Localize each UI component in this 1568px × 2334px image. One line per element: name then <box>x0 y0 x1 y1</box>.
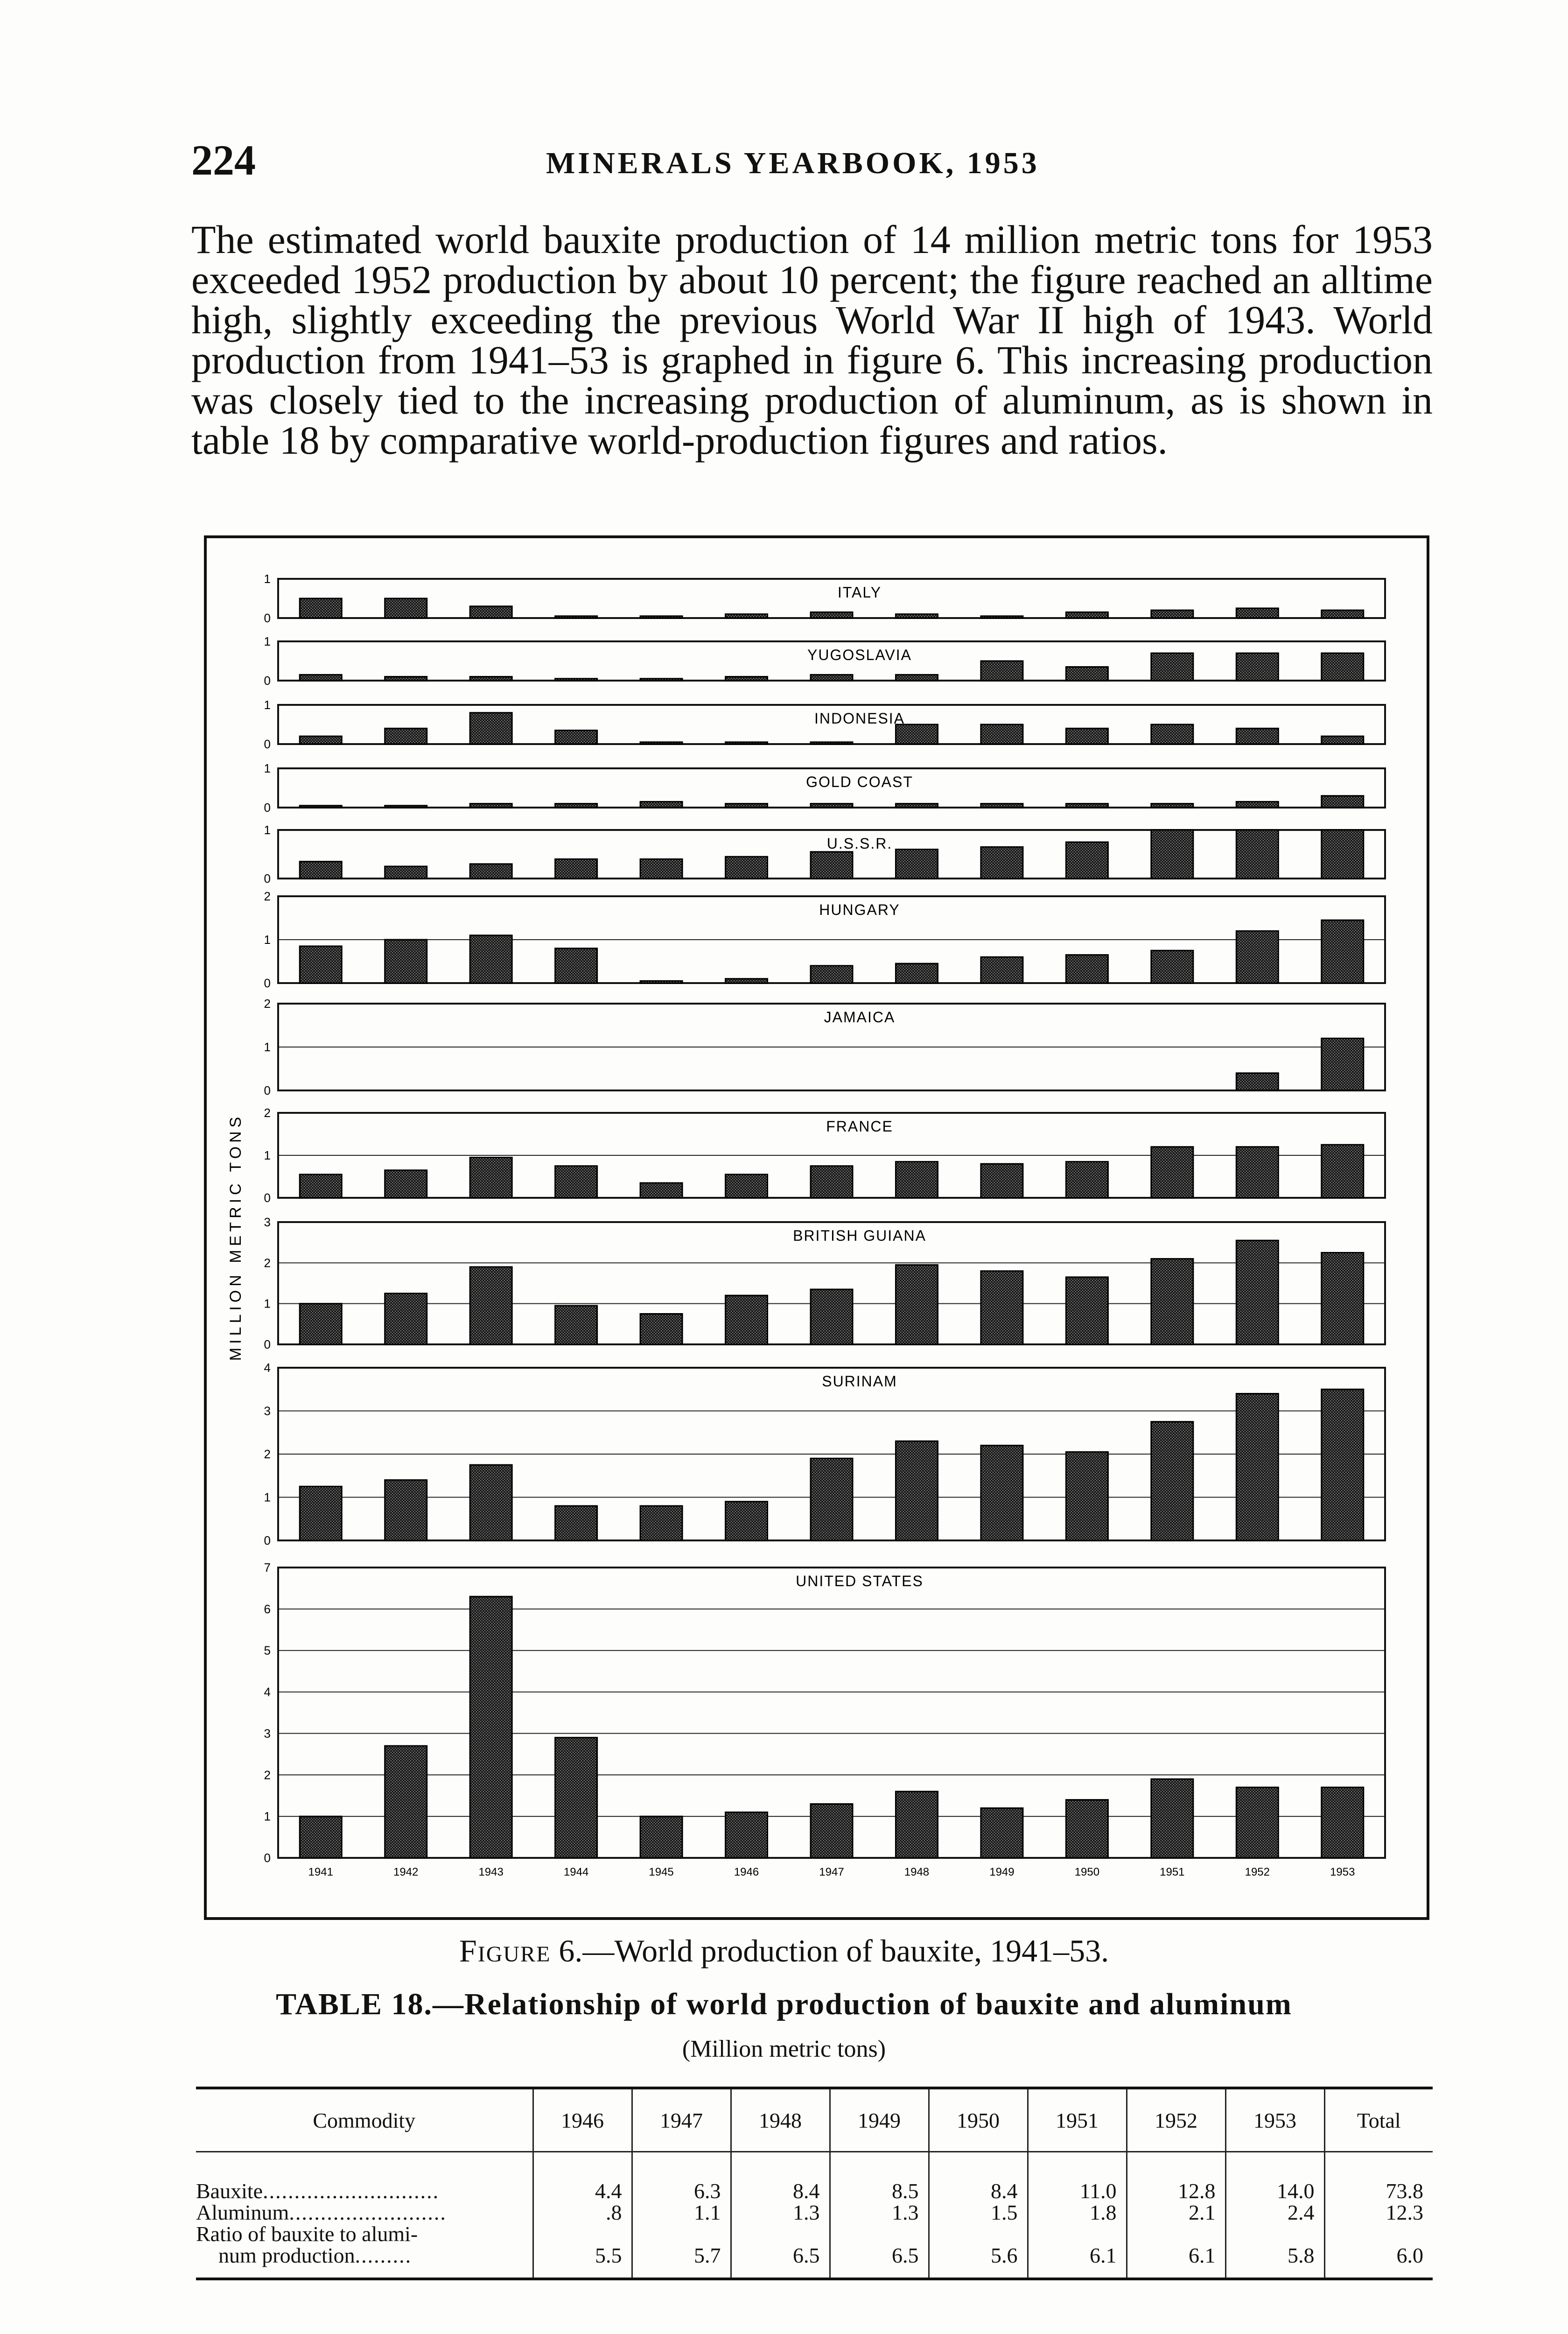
row-label: Ratio of bauxite to alumi- num production......... <box>196 2222 418 2267</box>
table-cell: 1.3 <box>731 2202 830 2223</box>
panel-title-gold-coast: GOLD COAST <box>806 773 913 790</box>
column-header: 1946 <box>533 2088 632 2152</box>
bar-surinam-1951 <box>1151 1422 1193 1540</box>
bar-british-guiana-1953 <box>1322 1253 1364 1345</box>
bar-united-states-1952 <box>1236 1787 1278 1858</box>
table-cell: 5.7 <box>632 2223 731 2279</box>
column-header: Commodity <box>313 2108 416 2132</box>
bar-france-1941 <box>300 1174 342 1198</box>
bar-surinam-1953 <box>1322 1389 1364 1540</box>
y-tick-label: 1 <box>264 1296 271 1311</box>
panel-title-france: FRANCE <box>826 1118 893 1135</box>
column-header: 1951 <box>1028 2088 1127 2152</box>
bar-italy-1952 <box>1236 608 1278 618</box>
panel-jamaica <box>264 997 1385 1097</box>
bar-indonesia-1944 <box>555 731 597 744</box>
bar-hungary-1945 <box>640 981 682 983</box>
bar-u-s-s-r-1944 <box>555 859 597 879</box>
table-row-ratio <box>196 2223 1433 2279</box>
bar-hungary-1943 <box>470 935 512 983</box>
bar-surinam-1943 <box>470 1465 512 1540</box>
bar-gold-coast-1950 <box>1066 804 1108 808</box>
y-tick-label: 0 <box>264 976 271 990</box>
bar-france-1950 <box>1066 1162 1108 1198</box>
bar-british-guiana-1952 <box>1236 1240 1278 1344</box>
bar-british-guiana-1951 <box>1151 1259 1193 1344</box>
y-tick-label: 1 <box>264 1148 271 1162</box>
bar-u-s-s-r-1953 <box>1322 830 1364 879</box>
bar-united-states-1943 <box>470 1596 512 1858</box>
bar-gold-coast-1947 <box>811 804 853 808</box>
bar-france-1943 <box>470 1158 512 1198</box>
bar-united-states-1947 <box>811 1804 853 1858</box>
y-tick-label: 1 <box>264 634 271 648</box>
bar-indonesia-1941 <box>300 736 342 744</box>
table-cell: 2.1 <box>1127 2202 1225 2223</box>
y-tick-label: 0 <box>264 611 271 625</box>
table-cell: 8.4 <box>731 2152 830 2202</box>
bar-france-1946 <box>726 1174 768 1198</box>
table-cell: 11.0 <box>1028 2152 1127 2202</box>
panel-title-british-guiana: BRITISH GUIANA <box>793 1227 926 1244</box>
bar-indonesia-1951 <box>1151 724 1193 744</box>
page-number: 224 <box>191 136 256 184</box>
bar-united-states-1945 <box>640 1816 682 1858</box>
panel-gold-coast <box>264 761 1385 815</box>
bar-u-s-s-r-1951 <box>1151 830 1193 879</box>
production-table <box>196 2087 1433 2280</box>
table-cell: 8.5 <box>830 2152 929 2202</box>
bar-hungary-1948 <box>896 963 938 983</box>
y-tick-label: 1 <box>264 933 271 947</box>
bar-gold-coast-1948 <box>896 804 938 808</box>
panel-indonesia <box>264 698 1385 751</box>
panel-title-italy: ITALY <box>837 584 882 601</box>
y-tick-label: 6 <box>264 1602 271 1616</box>
y-tick-label: 7 <box>264 1561 271 1575</box>
panel-title-yugoslavia: YUGOSLAVIA <box>807 647 912 663</box>
bar-gold-coast-1942 <box>385 806 427 808</box>
table-cell: 5.6 <box>929 2223 1028 2279</box>
y-tick-label: 0 <box>264 1851 271 1865</box>
bar-indonesia-1945 <box>640 742 682 744</box>
bar-indonesia-1943 <box>470 713 512 744</box>
bar-u-s-s-r-1942 <box>385 866 427 879</box>
bar-surinam-1944 <box>555 1506 597 1540</box>
table-cell: 2.4 <box>1225 2202 1324 2223</box>
bar-yugoslavia-1952 <box>1236 653 1278 681</box>
bar-united-states-1951 <box>1151 1779 1193 1858</box>
x-tick-label: 1946 <box>734 1866 759 1878</box>
bar-hungary-1946 <box>726 979 768 983</box>
bar-italy-1949 <box>981 616 1023 618</box>
y-tick-label: 0 <box>264 1191 271 1205</box>
bar-yugoslavia-1946 <box>726 677 768 681</box>
y-tick-label: 1 <box>264 1490 271 1504</box>
bar-u-s-s-r-1943 <box>470 864 512 879</box>
table-header-row <box>196 2088 1433 2152</box>
bar-hungary-1951 <box>1151 950 1193 983</box>
table-cell: 1.3 <box>830 2202 929 2223</box>
table-cell: 1.5 <box>929 2202 1028 2223</box>
bar-italy-1944 <box>555 616 597 618</box>
bar-gold-coast-1949 <box>981 804 1023 808</box>
table-cell: 6.5 <box>731 2223 830 2279</box>
bar-france-1952 <box>1236 1147 1278 1198</box>
y-tick-label: 1 <box>264 823 271 837</box>
table-cell: 4.4 <box>533 2152 632 2202</box>
bar-u-s-s-r-1952 <box>1236 830 1278 879</box>
bar-indonesia-1949 <box>981 724 1023 744</box>
x-tick-label: 1950 <box>1074 1866 1100 1878</box>
y-tick-label: 1 <box>264 698 271 712</box>
figure-caption <box>0 1933 1568 1969</box>
bar-italy-1941 <box>300 598 342 618</box>
table-cell: 12.8 <box>1127 2152 1225 2202</box>
x-tick-label: 1945 <box>649 1866 674 1878</box>
bar-hungary-1950 <box>1066 955 1108 983</box>
bar-british-guiana-1944 <box>555 1306 597 1344</box>
y-tick-label: 3 <box>264 1215 271 1229</box>
bar-indonesia-1948 <box>896 724 938 744</box>
y-tick-label: 2 <box>264 889 271 903</box>
bar-surinam-1949 <box>981 1446 1023 1541</box>
bar-hungary-1944 <box>555 949 597 983</box>
y-tick-label: 2 <box>264 1106 271 1120</box>
y-axis-label: MILLION METRIC TONS <box>227 1113 245 1361</box>
bar-yugoslavia-1944 <box>555 679 597 681</box>
panel-title-u-s-s-r: U.S.S.R. <box>826 835 893 852</box>
table-cell: 6.5 <box>830 2223 929 2279</box>
bar-united-states-1953 <box>1322 1787 1364 1858</box>
y-tick-label: 0 <box>264 872 271 886</box>
bar-hungary-1953 <box>1322 920 1364 983</box>
bar-gold-coast-1951 <box>1151 804 1193 808</box>
panel-united-states <box>264 1561 1385 1865</box>
bar-british-guiana-1949 <box>981 1271 1023 1344</box>
y-tick-label: 0 <box>264 801 271 815</box>
figure-caption-text: 6.—World production of bauxite, 1941–53. <box>559 1933 1109 1968</box>
x-tick-label: 1942 <box>393 1866 419 1878</box>
row-label: Aluminum......................... <box>196 2200 447 2224</box>
bar-british-guiana-1948 <box>896 1265 938 1344</box>
bar-yugoslavia-1942 <box>385 677 427 681</box>
y-tick-label: 2 <box>264 1256 271 1270</box>
table-cell: 12.3 <box>1324 2202 1433 2223</box>
bar-italy-1945 <box>640 616 682 618</box>
bar-yugoslavia-1941 <box>300 675 342 681</box>
bar-italy-1951 <box>1151 610 1193 618</box>
bar-yugoslavia-1951 <box>1151 653 1193 681</box>
bar-united-states-1942 <box>385 1746 427 1858</box>
bar-surinam-1947 <box>811 1458 853 1540</box>
bar-surinam-1945 <box>640 1506 682 1540</box>
bar-surinam-1941 <box>300 1486 342 1540</box>
y-tick-label: 0 <box>264 674 271 688</box>
bar-u-s-s-r-1949 <box>981 847 1023 879</box>
bar-u-s-s-r-1948 <box>896 850 938 879</box>
bar-italy-1950 <box>1066 612 1108 618</box>
bar-surinam-1948 <box>896 1441 938 1540</box>
panel-title-indonesia: INDONESIA <box>814 710 905 727</box>
panel-title-hungary: HUNGARY <box>819 901 900 918</box>
bar-british-guiana-1950 <box>1066 1277 1108 1344</box>
panel-title-surinam: SURINAM <box>822 1373 897 1390</box>
bar-surinam-1942 <box>385 1480 427 1541</box>
bar-italy-1948 <box>896 614 938 618</box>
bar-british-guiana-1947 <box>811 1289 853 1344</box>
bar-yugoslavia-1950 <box>1066 667 1108 681</box>
bar-italy-1953 <box>1322 610 1364 618</box>
bar-france-1949 <box>981 1164 1023 1198</box>
bar-gold-coast-1953 <box>1322 796 1364 808</box>
bar-surinam-1950 <box>1066 1452 1108 1540</box>
bar-surinam-1952 <box>1236 1394 1278 1541</box>
panel-italy <box>264 572 1385 625</box>
x-tick-label: 1947 <box>819 1866 844 1878</box>
bar-u-s-s-r-1947 <box>811 852 853 879</box>
panel-yugoslavia <box>264 634 1385 688</box>
y-tick-label: 2 <box>264 1447 271 1461</box>
bar-france-1953 <box>1322 1145 1364 1198</box>
panel-hungary <box>264 889 1385 990</box>
x-tick-label: 1951 <box>1160 1866 1185 1878</box>
bar-yugoslavia-1947 <box>811 675 853 681</box>
bar-united-states-1944 <box>555 1737 597 1858</box>
bar-british-guiana-1941 <box>300 1304 342 1344</box>
table-row-aluminum <box>196 2202 1433 2223</box>
y-tick-label: 2 <box>264 997 271 1011</box>
panel-title-jamaica: JAMAICA <box>824 1009 896 1026</box>
y-tick-label: 1 <box>264 1809 271 1824</box>
table-container <box>196 2087 1433 2280</box>
x-tick-label: 1944 <box>563 1866 589 1878</box>
y-tick-label: 0 <box>264 737 271 751</box>
bar-gold-coast-1943 <box>470 804 512 808</box>
x-tick-label: 1953 <box>1330 1866 1355 1878</box>
table-cell: 6.3 <box>632 2152 731 2202</box>
bar-jamaica-1952 <box>1236 1073 1278 1090</box>
bar-italy-1943 <box>470 606 512 618</box>
bar-indonesia-1952 <box>1236 728 1278 744</box>
column-header: 1947 <box>632 2088 731 2152</box>
y-tick-label: 5 <box>264 1643 271 1658</box>
x-tick-label: 1949 <box>989 1866 1015 1878</box>
bar-gold-coast-1941 <box>300 806 342 808</box>
panel-france <box>264 1106 1385 1205</box>
table-cell: 73.8 <box>1324 2152 1433 2202</box>
figure-label: Figure <box>459 1933 551 1968</box>
panel-surinam <box>264 1361 1385 1547</box>
bar-united-states-1949 <box>981 1808 1023 1858</box>
bar-italy-1947 <box>811 612 853 618</box>
table-unit: (Million metric tons) <box>682 2036 886 2062</box>
panel-title-united-states: UNITED STATES <box>796 1573 924 1589</box>
bar-hungary-1942 <box>385 940 427 983</box>
column-header: 1950 <box>929 2088 1028 2152</box>
bar-united-states-1948 <box>896 1792 938 1858</box>
column-header: Total <box>1324 2088 1433 2152</box>
table-cell: 1.8 <box>1028 2202 1127 2223</box>
bar-gold-coast-1952 <box>1236 801 1278 808</box>
bar-yugoslavia-1949 <box>981 661 1023 681</box>
bar-united-states-1950 <box>1066 1800 1108 1858</box>
panel-british-guiana <box>264 1215 1385 1351</box>
bar-italy-1946 <box>726 614 768 618</box>
bar-u-s-s-r-1946 <box>726 857 768 879</box>
bar-france-1942 <box>385 1170 427 1198</box>
bar-british-guiana-1942 <box>385 1294 427 1344</box>
bar-italy-1942 <box>385 598 427 618</box>
x-tick-label: 1948 <box>904 1866 930 1878</box>
x-tick-label: 1952 <box>1245 1866 1270 1878</box>
table-cell: 5.5 <box>533 2223 632 2279</box>
bar-yugoslavia-1953 <box>1322 653 1364 681</box>
bar-yugoslavia-1945 <box>640 679 682 681</box>
bar-indonesia-1953 <box>1322 736 1364 744</box>
bar-gold-coast-1944 <box>555 804 597 808</box>
panel-u-s-s-r <box>264 823 1385 886</box>
table-cell: 8.4 <box>929 2152 1028 2202</box>
table-cell: 1.1 <box>632 2202 731 2223</box>
y-tick-label: 0 <box>264 1083 271 1097</box>
y-tick-label: 0 <box>264 1533 271 1547</box>
bar-british-guiana-1946 <box>726 1295 768 1344</box>
bar-united-states-1941 <box>300 1816 342 1858</box>
table-cell: 6.1 <box>1127 2223 1225 2279</box>
y-tick-label: 3 <box>264 1726 271 1741</box>
y-tick-label: 1 <box>264 1040 271 1054</box>
table-cell: .8 <box>533 2202 632 2223</box>
table-cell: 6.0 <box>1324 2223 1433 2279</box>
y-tick-label: 0 <box>264 1337 271 1351</box>
bar-hungary-1941 <box>300 946 342 983</box>
y-tick-label: 1 <box>264 761 271 775</box>
bar-u-s-s-r-1950 <box>1066 842 1108 879</box>
bar-yugoslavia-1943 <box>470 677 512 681</box>
bar-yugoslavia-1948 <box>896 675 938 681</box>
row-label: Bauxite............................ <box>196 2179 440 2203</box>
column-header: 1952 <box>1127 2088 1225 2152</box>
x-tick-label: 1943 <box>478 1866 504 1878</box>
column-header: 1949 <box>830 2088 929 2152</box>
bar-surinam-1946 <box>726 1502 768 1540</box>
bar-hungary-1947 <box>811 966 853 983</box>
y-tick-label: 1 <box>264 572 271 586</box>
bar-france-1944 <box>555 1166 597 1198</box>
bar-gold-coast-1945 <box>640 801 682 808</box>
bar-france-1948 <box>896 1162 938 1198</box>
y-tick-label: 4 <box>264 1685 271 1699</box>
bar-hungary-1949 <box>981 957 1023 983</box>
bar-u-s-s-r-1945 <box>640 859 682 879</box>
column-header: 1948 <box>731 2088 830 2152</box>
bar-u-s-s-r-1941 <box>300 862 342 879</box>
bar-hungary-1952 <box>1236 931 1278 983</box>
running-title: MINERALS YEARBOOK, 1953 <box>546 146 1040 180</box>
bar-france-1947 <box>811 1166 853 1198</box>
table-row-bauxite <box>196 2152 1433 2202</box>
intro-paragraph: The estimated world bauxite production of 14 million metric tons for 1953 exceeded 1952 production by about 10 percent; the figure reached an alltime high, slightly exceeding the previous World War II high of 1943. World production from 1941–53 is graphed in figure 6. This increasing production was closely tied to the increasing production of aluminum, as is shown in table 18 by comparative world-production figures and ratios. <box>191 217 1433 463</box>
bar-france-1951 <box>1151 1147 1193 1198</box>
y-tick-label: 4 <box>264 1361 271 1375</box>
table-title: TABLE 18.—Relationship of world production of bauxite and aluminum <box>276 1987 1292 2021</box>
table-cell: 6.1 <box>1028 2223 1127 2279</box>
bar-indonesia-1947 <box>811 742 853 744</box>
bar-indonesia-1946 <box>726 742 768 744</box>
y-tick-label: 2 <box>264 1768 271 1782</box>
bar-united-states-1946 <box>726 1812 768 1858</box>
bar-indonesia-1950 <box>1066 728 1108 744</box>
bar-indonesia-1942 <box>385 728 427 744</box>
bar-france-1945 <box>640 1183 682 1198</box>
bar-british-guiana-1945 <box>640 1314 682 1345</box>
bar-gold-coast-1946 <box>726 804 768 808</box>
table-cell: 5.8 <box>1225 2223 1324 2279</box>
column-header: 1953 <box>1225 2088 1324 2152</box>
bar-jamaica-1953 <box>1322 1038 1364 1090</box>
table-cell: 14.0 <box>1225 2152 1324 2202</box>
x-tick-label: 1941 <box>308 1866 333 1878</box>
bar-british-guiana-1943 <box>470 1267 512 1344</box>
y-tick-label: 3 <box>264 1404 271 1418</box>
